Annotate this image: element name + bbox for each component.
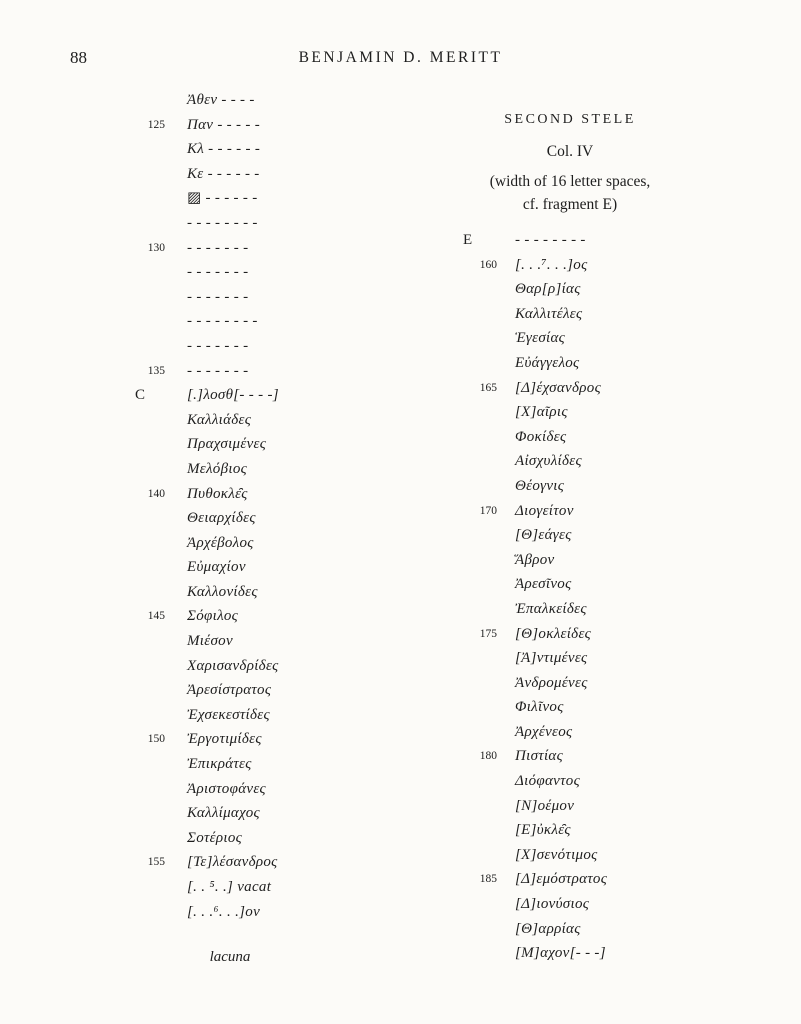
stele-heading: SECOND STELE xyxy=(504,112,636,127)
line-gutter xyxy=(135,236,165,261)
entry-text: [. . ⁵. .] vacat xyxy=(187,879,272,895)
line-gutter xyxy=(135,555,165,580)
entry-text: Μελόβιος xyxy=(187,460,248,477)
left-entry-row xyxy=(135,432,435,457)
line-gutter xyxy=(455,720,497,745)
entry-text: Καλλιτέλες xyxy=(515,305,583,322)
left-entry-row xyxy=(135,309,435,334)
entry-text: Αἰσχυλίδες xyxy=(515,453,582,470)
entry-text: Καλλονίδες xyxy=(187,583,258,600)
line-number: 170 xyxy=(479,504,497,517)
entry-text: Πυθοκλε̑ς xyxy=(187,485,248,502)
right-entry-row xyxy=(455,351,685,376)
left-column xyxy=(135,88,435,966)
right-entry-row xyxy=(455,277,685,302)
right-entry-row xyxy=(455,523,685,548)
right-entry-row xyxy=(455,818,685,843)
left-entry-row xyxy=(135,211,435,236)
line-gutter xyxy=(135,506,165,531)
entry-text: Ἐπικράτες xyxy=(187,756,252,773)
line-gutter xyxy=(135,359,165,384)
left-entry-row xyxy=(135,900,435,925)
right-entry-row xyxy=(455,449,685,474)
line-gutter xyxy=(455,892,497,917)
line-gutter xyxy=(135,531,165,556)
entry-text: Ἀρχένεος xyxy=(515,723,573,740)
right-entry-row xyxy=(455,720,685,745)
entry-text: [Δ]εμόστρατος xyxy=(515,871,608,888)
right-entry-row xyxy=(455,917,685,942)
entry-text: Ἀρεσίστρατος xyxy=(187,682,272,699)
line-gutter xyxy=(135,900,165,925)
left-entry-row xyxy=(135,555,435,580)
fragment-label: E xyxy=(463,232,473,248)
entry-text: Ἐργοτιμίδες xyxy=(187,731,262,748)
line-gutter xyxy=(455,449,497,474)
left-entry-row xyxy=(135,826,435,851)
entry-text: Ἀνδρομένες xyxy=(515,674,588,691)
line-number: 185 xyxy=(479,873,497,886)
lacuna-note: lacuna xyxy=(209,949,251,966)
line-gutter xyxy=(135,752,165,777)
left-entry-row xyxy=(135,236,435,261)
entry-text: Παν - - - - - xyxy=(187,116,260,133)
line-gutter xyxy=(455,499,497,524)
line-gutter xyxy=(455,474,497,499)
line-gutter xyxy=(135,383,165,408)
width-note-line2: cf. fragment E) xyxy=(522,196,618,213)
entry-text: [Ν]οέμον xyxy=(515,797,575,814)
right-entry-row xyxy=(455,425,685,450)
entry-text: Ἀθεν - - - - xyxy=(187,92,255,108)
line-number: 165 xyxy=(479,381,497,394)
entry-text: [Θ]εάγες xyxy=(515,527,572,544)
entry-text: [Δ]ιονύσιος xyxy=(515,896,590,913)
line-gutter xyxy=(455,622,497,647)
right-entry-row xyxy=(455,695,685,720)
left-entry-row xyxy=(135,875,435,900)
entry-text: Χαρισανδρίδες xyxy=(187,657,279,674)
left-entry-row xyxy=(135,531,435,556)
entry-text: [Χ]σενότιμος xyxy=(515,846,598,863)
line-gutter xyxy=(135,850,165,875)
left-entry-row xyxy=(135,113,435,138)
line-gutter xyxy=(455,523,497,548)
entry-text: Πραχσιμένες xyxy=(187,436,267,453)
page-number: 88 xyxy=(70,48,87,67)
line-gutter xyxy=(135,88,165,113)
line-gutter xyxy=(135,113,165,138)
entry-text: - - - - - - - - xyxy=(187,313,258,330)
entry-text: Ἐχσεκεστίδες xyxy=(187,706,270,723)
line-gutter xyxy=(455,695,497,720)
entry-text: - - - - - - - - xyxy=(187,214,258,231)
line-gutter xyxy=(135,629,165,654)
right-entry-row xyxy=(455,228,685,253)
line-gutter xyxy=(135,285,165,310)
entry-text: Μιέσον xyxy=(187,633,233,650)
line-gutter xyxy=(135,482,165,507)
right-column-rows xyxy=(455,228,685,966)
column-heading: Col. IV xyxy=(546,143,594,160)
entry-text: - - - - - - - xyxy=(187,264,249,281)
entry-text: Σοτέριος xyxy=(187,829,243,846)
line-gutter xyxy=(455,548,497,573)
line-number: 145 xyxy=(147,610,165,623)
entry-text: Θαρ[ρ]ίας xyxy=(515,281,581,298)
line-gutter xyxy=(135,604,165,629)
entry-text: [Μ]αχον[- - -] xyxy=(515,945,606,962)
left-entry-row xyxy=(135,752,435,777)
right-entry-row xyxy=(455,941,685,966)
left-entry-row xyxy=(135,162,435,187)
line-number: 150 xyxy=(147,733,165,746)
entry-text: Εὐμαχίον xyxy=(187,559,246,576)
line-number: 135 xyxy=(147,364,165,377)
left-entry-row xyxy=(135,285,435,310)
entry-text: Διογείτον xyxy=(515,502,574,519)
right-entry-row xyxy=(455,892,685,917)
entry-text: Ἀρχέβολος xyxy=(187,534,254,551)
line-gutter xyxy=(455,302,497,327)
line-gutter xyxy=(135,703,165,728)
entry-text: ▨ - - - - - - xyxy=(187,190,258,207)
entry-text: Ἑγεσίας xyxy=(515,330,566,347)
entry-text: Θειαρχίδες xyxy=(187,510,256,527)
line-gutter xyxy=(135,678,165,703)
right-entry-row xyxy=(455,646,685,671)
line-gutter xyxy=(135,727,165,752)
right-entry-row xyxy=(455,769,685,794)
line-gutter xyxy=(135,654,165,679)
left-entry-row xyxy=(135,137,435,162)
right-column xyxy=(455,105,685,966)
right-entry-row xyxy=(455,867,685,892)
entry-text: [Ἀ]ντιμένες xyxy=(515,650,588,667)
line-gutter xyxy=(455,941,497,966)
left-entry-row xyxy=(135,654,435,679)
right-entry-row xyxy=(455,474,685,499)
left-entry-row xyxy=(135,580,435,605)
right-entry-row xyxy=(455,597,685,622)
left-entry-row xyxy=(135,334,435,359)
entry-text: Φιλῖνος xyxy=(515,699,564,716)
entry-text: [. . .⁷. . .]ος xyxy=(515,256,588,273)
right-entry-row xyxy=(455,400,685,425)
left-entry-row xyxy=(135,629,435,654)
entry-text: [Χ]αῖρις xyxy=(515,404,568,421)
left-entry-row xyxy=(135,482,435,507)
left-entry-row xyxy=(135,383,435,408)
page-header-title: BENJAMIN D. MERITT xyxy=(298,49,503,66)
line-gutter xyxy=(455,572,497,597)
entry-text: Πιστίας xyxy=(515,748,563,765)
line-gutter xyxy=(455,843,497,868)
left-entry-row xyxy=(135,678,435,703)
right-entry-row xyxy=(455,499,685,524)
right-entry-row xyxy=(455,794,685,819)
line-gutter xyxy=(455,228,497,253)
left-entry-row xyxy=(135,506,435,531)
line-gutter xyxy=(455,253,497,278)
entry-text: - - - - - - - xyxy=(187,362,249,379)
right-entry-row xyxy=(455,843,685,868)
entry-text: Καλλίμαχος xyxy=(187,805,260,822)
left-entry-row xyxy=(135,850,435,875)
line-gutter xyxy=(455,400,497,425)
entry-text: [.]λοσθ[- - - -] xyxy=(187,387,279,404)
width-note-line1: (width of 16 letter spaces, xyxy=(489,173,651,190)
left-entry-row xyxy=(135,727,435,752)
line-number: 180 xyxy=(479,750,497,763)
left-entry-row xyxy=(135,408,435,433)
line-gutter xyxy=(455,769,497,794)
left-entry-row xyxy=(135,359,435,384)
entry-text: [Δ]έχσανδρος xyxy=(515,379,601,396)
line-gutter xyxy=(455,646,497,671)
entry-text: [Θ]αρρίας xyxy=(515,920,581,937)
right-entry-row xyxy=(455,302,685,327)
left-entry-row xyxy=(135,186,435,211)
entry-text: Διόφαντος xyxy=(515,773,580,790)
left-entry-row xyxy=(135,801,435,826)
right-entry-row xyxy=(455,744,685,769)
entry-text: Ἀρεσῖνος xyxy=(515,576,572,593)
line-gutter xyxy=(135,334,165,359)
entry-text: Ἀριστοφάνες xyxy=(187,780,266,797)
left-column-rows xyxy=(135,88,435,924)
right-entry-row xyxy=(455,548,685,573)
entry-text: Καλλιάδες xyxy=(187,411,252,428)
line-gutter xyxy=(135,432,165,457)
line-gutter xyxy=(135,777,165,802)
line-gutter xyxy=(455,326,497,351)
fragment-label: C xyxy=(135,387,146,404)
line-gutter xyxy=(455,351,497,376)
line-gutter xyxy=(455,425,497,450)
entry-text: [Θ]οκλείδες xyxy=(515,625,592,642)
left-entry-row xyxy=(135,457,435,482)
entry-text: Ἅβρον xyxy=(515,551,555,568)
line-gutter xyxy=(455,744,497,769)
line-number: 140 xyxy=(147,487,165,500)
entry-text: Κλ - - - - - - xyxy=(187,141,261,158)
line-gutter xyxy=(135,457,165,482)
entry-text: Ἐπαλκείδες xyxy=(515,600,587,617)
right-entry-row xyxy=(455,622,685,647)
line-gutter xyxy=(135,309,165,334)
right-entry-row xyxy=(455,671,685,696)
right-entry-row xyxy=(455,253,685,278)
line-gutter xyxy=(135,826,165,851)
line-gutter xyxy=(455,671,497,696)
line-gutter xyxy=(135,211,165,236)
left-entry-row xyxy=(135,777,435,802)
line-gutter xyxy=(455,867,497,892)
right-entry-row xyxy=(455,376,685,401)
entry-text: - - - - - - - xyxy=(187,288,249,305)
left-entry-row xyxy=(135,604,435,629)
line-gutter xyxy=(135,408,165,433)
line-gutter xyxy=(455,597,497,622)
right-entry-row xyxy=(455,326,685,351)
entry-text: Σόφιλος xyxy=(187,608,239,625)
line-number: 160 xyxy=(479,258,497,271)
right-entry-row xyxy=(455,572,685,597)
line-gutter xyxy=(455,277,497,302)
entry-text: Φοκίδες xyxy=(515,428,567,445)
line-number: 125 xyxy=(147,118,165,131)
entry-text: [Τε]λέσανδρος xyxy=(187,854,278,871)
line-gutter xyxy=(135,801,165,826)
line-gutter xyxy=(135,137,165,162)
entry-text: [. . .⁶. . .]ον xyxy=(187,903,261,920)
entry-text: [Ε]ὐκλε̑ς xyxy=(515,822,571,839)
entry-text: - - - - - - - xyxy=(187,239,249,256)
line-number: 155 xyxy=(147,856,165,869)
line-gutter xyxy=(135,186,165,211)
left-entry-row xyxy=(135,260,435,285)
entry-text: Εὐάγγελος xyxy=(515,354,580,371)
line-gutter xyxy=(455,917,497,942)
line-gutter xyxy=(135,875,165,900)
entry-text: - - - - - - - xyxy=(187,337,249,354)
left-entry-row xyxy=(135,703,435,728)
left-entry-row xyxy=(135,88,435,113)
line-gutter xyxy=(455,376,497,401)
line-gutter xyxy=(135,162,165,187)
line-number: 130 xyxy=(147,241,165,254)
entry-text: Κε - - - - - - xyxy=(187,165,260,182)
line-number: 175 xyxy=(479,627,497,640)
line-gutter xyxy=(135,260,165,285)
line-gutter xyxy=(455,794,497,819)
entry-text: Θέογνις xyxy=(515,477,565,494)
line-gutter xyxy=(455,818,497,843)
entry-text: - - - - - - - - xyxy=(515,232,586,248)
line-gutter xyxy=(135,580,165,605)
